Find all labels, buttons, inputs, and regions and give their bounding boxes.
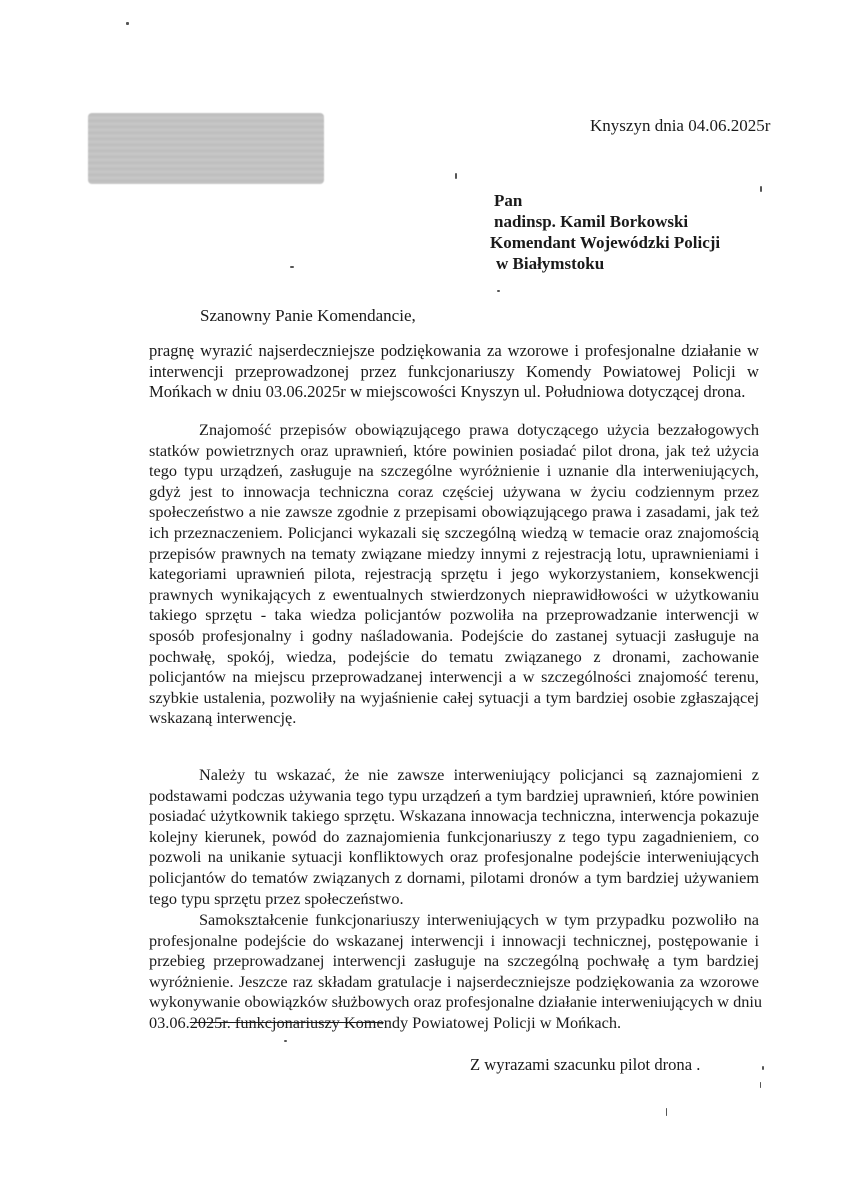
paragraph-line: kategoriami uprawnień pilota, rejestracją sprzętu i jego wykorzystaniem, konsekwencji — [149, 564, 759, 584]
salutation: Szanowny Panie Komendancie, — [200, 306, 416, 325]
closing-signature: Z wyrazami szacunku pilot drona . — [470, 1055, 701, 1074]
paragraph-line: Samokształcenie funkcjonariuszy interweniujących w tym przypadku pozwoliło na — [199, 910, 759, 929]
scan-speck — [762, 1066, 764, 1070]
addressee-block — [490, 190, 721, 274]
paragraph-last-line — [149, 1013, 759, 1034]
paragraph-line: gdyż jest to innowacja techniczna coraz częściej używana w życiu codziennym przez — [149, 481, 759, 501]
paragraph-line: wykonywanie obowiązków służbowych oraz profesjonalne działanie interweniujących w dniu — [149, 992, 763, 1012]
addressee-city: w Białymstoku — [496, 254, 605, 273]
paragraph-line: wyróżnienie. Jeszcze raz składam gratulacje i najserdeczniejsze podziękowania za wzorowe — [149, 971, 759, 991]
paragraph-line: prawnych wynikających z ewentualnych stwierdzonych nieprawidłowości w użytkowaniu — [149, 584, 759, 604]
paragraph-line: posiadać użytkownik takiego sprzętu. Wskazana innowacja techniczna, interwencja pokazuje — [149, 806, 759, 826]
scan-speck — [760, 1082, 761, 1088]
paragraph-self-education — [149, 910, 763, 1034]
struck-text: 2025r. funkcjonariuszy Kome — [189, 1012, 384, 1032]
paragraph-line: interwencji przeprowadzonej przez funkcjonariuszy Komendy Powiatowej Policji w — [149, 361, 759, 381]
paragraph-line: pochwałę, spokój, wiedza, podejście do tematu związanego z dronami, zachowanie — [149, 646, 759, 666]
scan-speck — [290, 266, 294, 268]
paragraph-line: tego typu urządzeń, zasługuje na szczególne wyróżnienie i uznanie dla interweniujących, — [149, 461, 759, 481]
paragraph-line: ich przeznaczeniem. Policjanci wykazali się szczególną wiedzą w temacie oraz znajomością — [149, 522, 759, 542]
scan-speck — [666, 1108, 667, 1116]
paragraph-line: policjantów do tematów związanych z dornami, pilotami dronów a tym bardziej używaniem — [149, 867, 759, 887]
paragraph-knowledge — [149, 420, 759, 729]
paragraph-line: pragnę wyrazić najserdeczniejsze podziękowania za wzorowe i profesjonalne działanie w — [149, 341, 759, 360]
paragraph-line: tego typu sprzętu przez społeczeństwo. — [149, 888, 404, 908]
scan-speck — [284, 1040, 287, 1042]
letter-date: Knyszyn dnia 04.06.2025r — [590, 116, 771, 135]
scan-speck — [126, 22, 129, 25]
paragraph-line: przepisów prawnych na tematy związane miedzy innymi z rejestracją lotu, uprawnieniami i — [149, 543, 759, 563]
paragraph-line: statków powietrznych oraz uprawnień, które powinien posiadać pilot drona, jak też użycia — [149, 440, 759, 460]
paragraph-line: wskazaną interwencję. — [149, 708, 297, 728]
paragraph-line: profesjonalne podejście do wskazanej interwencji i innowacji technicznej, postępowanie i — [149, 930, 759, 950]
paragraph-line: sposób profesjonalny i godny naśladowania. Podejście do zastanej sytuacji zasługuje na — [149, 625, 759, 645]
paragraph-line: Mońkach w dniu 03.06.2025r w miejscowości Knyszyn ul. Południowa dotyczącej drona. — [149, 382, 746, 401]
scan-speck — [455, 173, 457, 179]
addressee-title: Pan — [494, 191, 523, 210]
paragraph-line: szybkie ustalenia, pozwoliły na wyjaśnienie całej sytuacji a tym bardziej osobie zgłaszającej — [149, 687, 759, 707]
scan-speck — [497, 290, 500, 292]
paragraph-line: kolejny kierunek, powód do zaznajomienia funkcjonariuszy z tego typu zagadnieniem, co — [149, 826, 759, 846]
paragraph-line: takiego sprzętu - taka wiedza policjantów pozwoliła na przeprowadzanie interwencji w — [149, 605, 759, 625]
paragraph-line: podstawami podczas używania tego typu urządzeń a tym bardziej uprawnień, które powinien — [149, 785, 759, 805]
paragraph-line: przebieg przeprowadzanej interwencji zasługuje na szczególną pochwałę a tym bardziej — [149, 951, 759, 971]
paragraph-line: Należy tu wskazać, że nie zawsze interweniujący policjanci są zaznajomieni z — [199, 765, 759, 784]
text-fragment: ndy Powiatowej Policji w Mońkach. — [383, 1012, 622, 1032]
text-fragment: 03.06. — [149, 1012, 190, 1032]
paragraph-indication — [149, 765, 759, 909]
paragraph-intro — [149, 341, 759, 403]
paragraph-line: pozwoli na unikanie sytuacji konfliktowych oraz profesjonalne podejście interweniujących — [149, 847, 759, 867]
addressee-position: Komendant Wojewódzki Policji — [490, 233, 721, 252]
addressee-name: nadinsp. Kamil Borkowski — [494, 212, 689, 231]
paragraph-line: policjantów na miejscu przeprowadzanej interwencji a w szczególności znajomość terenu, — [149, 667, 759, 687]
paragraph-line: Znajomość przepisów obowiązującego prawa dotyczącego użycia bezzałogowych — [199, 420, 759, 439]
paragraph-line: społeczeństwo a nie zawsze zgodnie z przepisami obowiązującego prawa i zasadami, jak też — [149, 502, 759, 522]
scan-speck — [760, 186, 762, 192]
redacted-sender-block — [88, 113, 324, 184]
